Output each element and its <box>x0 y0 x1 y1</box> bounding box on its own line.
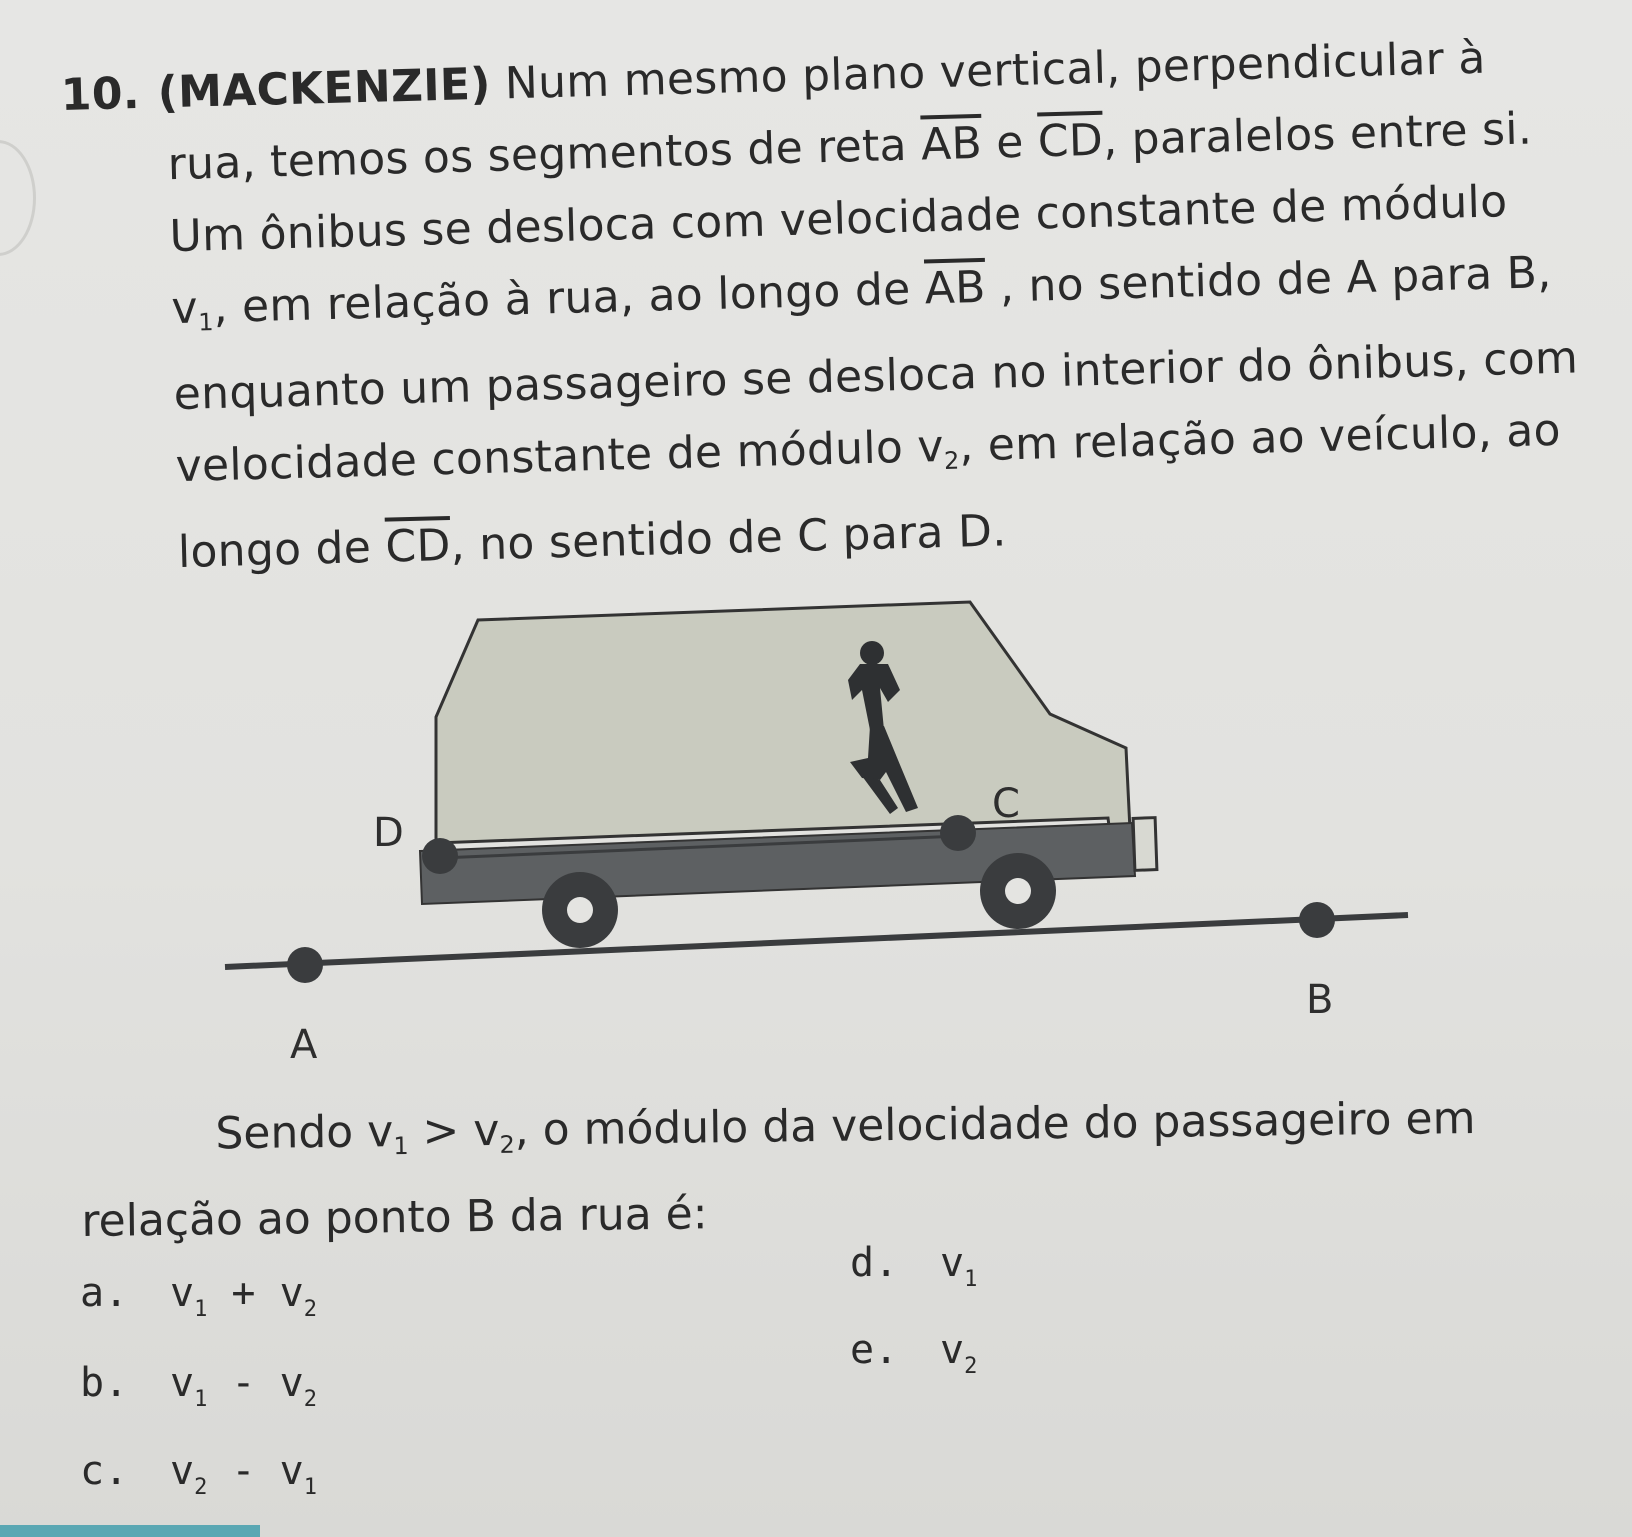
option-a-expression: $v_1 + v_2$ <box>170 1270 317 1322</box>
rear-wheel-hub <box>567 897 593 923</box>
stem-line-2: relação ao ponto B da rua é: <box>81 1188 708 1247</box>
question-line-2-text-c: , paralelos entre si. <box>1102 103 1533 166</box>
point-a <box>287 947 323 983</box>
point-d <box>422 838 458 874</box>
question-line-7-text-a: longo de <box>177 522 372 579</box>
option-e-expression: $v_2$ <box>940 1327 978 1379</box>
stem-text-a: Sendo <box>215 1106 354 1160</box>
stem-v1-subscript: 1 <box>393 1131 409 1161</box>
stem-v2-subscript: 2 <box>499 1130 516 1159</box>
option-d-expression: $v_1$ <box>940 1240 978 1292</box>
question-source: (MACKENZIE) <box>157 58 492 119</box>
bus-bumper <box>1133 818 1157 871</box>
option-d[interactable] <box>850 1240 977 1292</box>
label-d: D <box>373 810 404 856</box>
question-line-2-text-a: rua, temos os segmentos de reta <box>167 119 908 191</box>
question-line-2-text-b: e <box>995 116 1025 169</box>
option-b-expression: $v_1 - v_2$ <box>170 1360 317 1412</box>
question-line-4-text-b: , no sentido de A para B, <box>999 247 1553 313</box>
point-b <box>1299 902 1335 938</box>
question-line-1-text: Num mesmo plano vertical, perpendicular à <box>504 32 1487 110</box>
label-a: A <box>290 1022 318 1068</box>
question-line-6-text-b: , em relação ao veículo, ao <box>958 404 1562 472</box>
stem-greater-than: > <box>422 1105 460 1157</box>
question-line-3: Um ônibus se desloca com velocidade constante de módulo <box>168 176 1508 263</box>
point-c <box>940 815 976 851</box>
option-e-letter: e. <box>850 1327 899 1373</box>
question-line-7-text-b: , no sentido de C para D. <box>449 505 1008 571</box>
stem-v2: v <box>473 1104 500 1157</box>
option-b-letter: b. <box>80 1360 129 1406</box>
segment-cd: $\overline{CD}$ <box>384 519 452 573</box>
question-line-5: enquanto um passageiro se desloca no interior do ônibus, com <box>173 332 1579 421</box>
stem-v1: v <box>366 1106 394 1158</box>
option-a-letter: a. <box>80 1270 129 1316</box>
option-c[interactable] <box>80 1448 317 1500</box>
question-line-6-text-a: velocidade constante de módulo <box>175 422 904 493</box>
label-b: B <box>1306 977 1334 1023</box>
option-c-letter: c. <box>80 1448 129 1494</box>
segment-cd: $\overline{CD}$ <box>1037 114 1104 168</box>
question-line-4-text-a: , em relação à rua, ao longo de <box>212 263 912 334</box>
option-e[interactable] <box>850 1327 977 1379</box>
stem-text-b: , o módulo da velocidade do passageiro em <box>514 1092 1476 1156</box>
road-line <box>225 915 1408 967</box>
velocity-v2: v <box>916 421 945 473</box>
option-d-letter: d. <box>850 1240 899 1286</box>
option-b[interactable] <box>80 1360 317 1412</box>
front-wheel-hub <box>1005 878 1031 904</box>
label-c: C <box>992 781 1020 827</box>
velocity-v1: v <box>170 282 199 335</box>
bus-body <box>436 602 1130 843</box>
velocity-v2-subscript: 2 <box>943 446 960 475</box>
stem-line-1 <box>80 1082 1581 1186</box>
question-stem <box>80 1082 1582 1258</box>
bottom-accent-bar <box>0 1525 260 1537</box>
option-c-expression: $v_2 - v_1$ <box>170 1448 317 1500</box>
velocity-v1-subscript: 1 <box>197 308 215 337</box>
question-number: 10. <box>60 67 141 121</box>
segment-ab: $\overline{AB}$ <box>920 117 983 171</box>
option-a[interactable] <box>80 1270 317 1322</box>
segment-ab: $\overline{AB}$ <box>924 261 987 315</box>
